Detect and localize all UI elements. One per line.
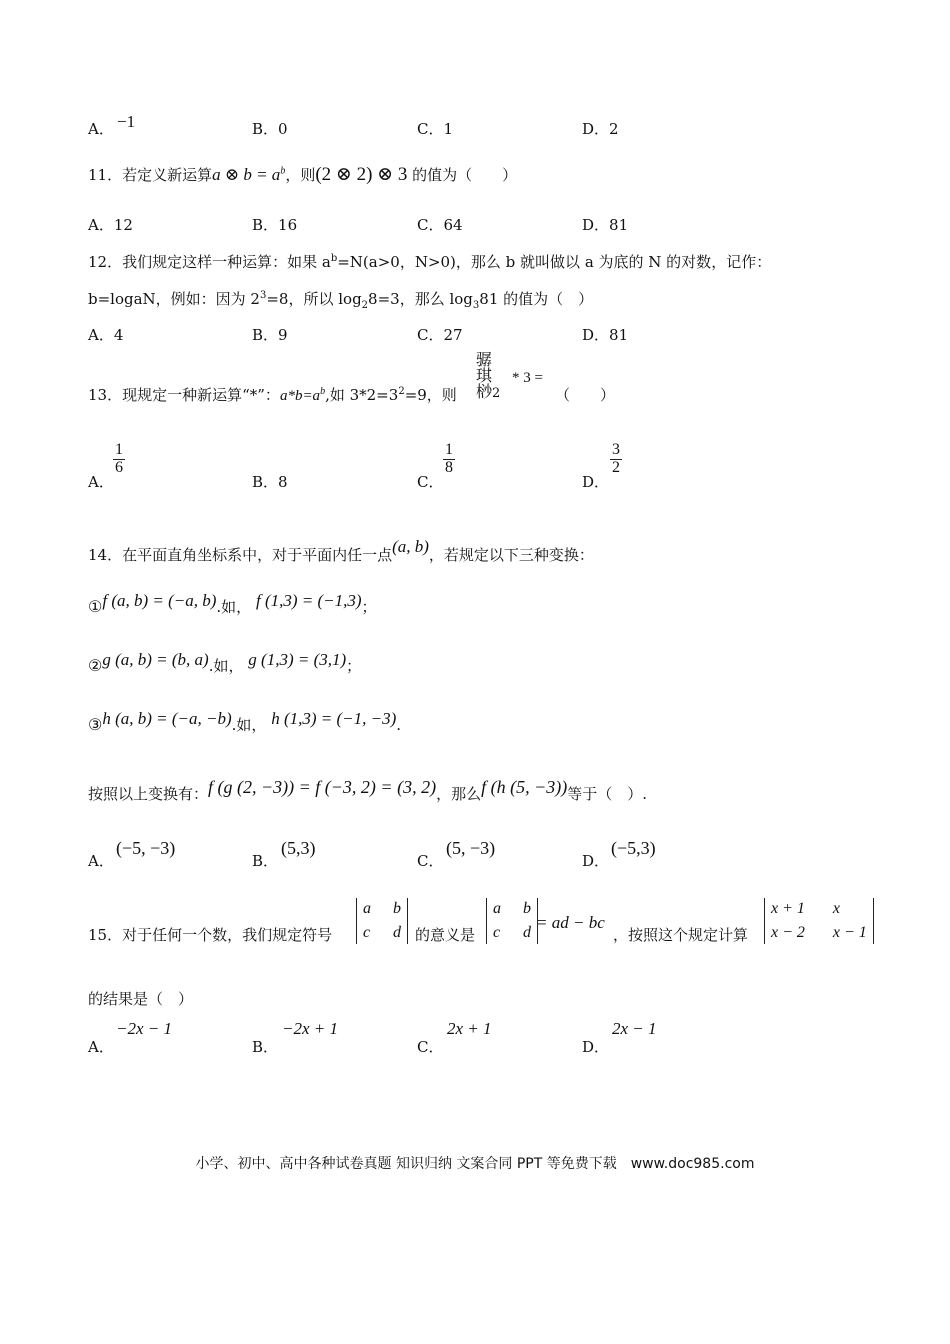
q13-option-c-letter: C． [417,473,444,491]
q14-option-b-value: (5,3) [281,838,316,858]
q15-option-a-letter: A． [88,1038,114,1056]
q14-option-a-value: (−5, −3) [116,838,176,858]
q11-stem-mid: ，则 [285,166,316,184]
q15-stem-text-c: ，按照这个规定计算 [613,926,749,944]
q15-formula: = ad − bc [536,913,605,932]
q11-option-c: C．64 [417,216,463,234]
q15-stem-text-a: 15．对于任何一个数，我们规定符号 [88,926,333,944]
q14-stem: 14．在平面直角坐标系中，对于平面内任一点(a, b)，若规定以下三种变换： [88,537,594,564]
q14-option-d-value: (−5,3) [611,838,656,858]
q12-option-c: C．27 [417,326,463,344]
q15-option-d-value: 2x − 1 [612,1019,657,1038]
q13-option-c-fraction: $\frac{1}{8}$ [445,441,453,476]
q11-definition: a ⊗ $b = a^b$ [212,165,286,184]
q11-stem [88,163,517,186]
q14-rule-3: ③h (a, b) = (−a, −b).如， h (1,3) = (−1, −3). [88,709,402,734]
q12-line2: b=logaN，例如：因为 $2^3=8$，所以 $\log_28=3$，那么 $\log_381$ 的值为（ ） [88,290,594,311]
q15-option-c-letter: C． [417,1038,444,1056]
q12-line1: 12．我们规定这样一种运算：如果 $a^b=N(a>0$，N>0)，那么 b 就叫做以 a 为底的 N 的对数，记作： [88,253,772,271]
q14-rule-2: ②g (a, b) = (b, a).如， g (1,3) = (3,1)； [88,650,362,675]
q11-stem-text: 11．若定义新运算 [88,166,213,184]
q11-option-d: D．81 [582,216,629,234]
q14-option-c-letter: C． [417,852,444,870]
q13-option-a-fraction: $\frac{1}{6}$ [115,441,123,476]
q14-option-d-letter: D． [582,852,610,870]
q15-stem-line2: 的结果是（ ） [88,990,194,1008]
q10-option-c: C．1 [417,120,454,138]
page-footer: 小学、初中、高中各种试卷真题 知识归纳 文案合同 PPT 等免费下载 www.doc985.com [195,1156,755,1172]
q15-option-d-letter: D． [582,1038,610,1056]
q12-option-a: A．4 [88,326,124,344]
q15-stem-text-b: 的意义是 [415,926,476,944]
q14-rule-1: ①f (a, b) = (−a, b).如， f (1,3) = (−1,3)； [88,591,377,616]
q11-option-a: A．12 [88,216,133,234]
q13-option-b: B．8 [252,473,288,491]
q12-option-d: D．81 [582,326,629,344]
q11-stem-post: 的值为（ ） [412,166,518,184]
q13-option-a-letter: A． [88,473,114,491]
q12-option-b: B．9 [252,326,288,344]
q11-expression: (2 ⊗ 2) ⊗ 3 [315,164,408,185]
q14-option-c-value: (5, −3) [446,838,496,858]
q15-determinant-compute: x + 1 x x − 2 x − 1 [764,898,874,944]
q15-option-b-letter: B． [252,1038,279,1056]
q15-option-a-value: −2x − 1 [116,1019,172,1038]
q13-tail: * 3 = [512,370,543,386]
q15-option-c-value: 2x + 1 [447,1019,492,1038]
q14-option-b-letter: B． [252,852,279,870]
q13-garbled-fraction: 骣琪桫2 [476,350,501,401]
q14-option-a-letter: A． [88,852,114,870]
q15-determinant-definition: a b c d [486,898,538,944]
q10-option-a-value: −1 [117,112,136,131]
q10-option-a: A． [88,120,114,138]
q13-option-d-fraction: $\frac{3}{2}$ [612,441,620,476]
q15-option-b-value: −2x + 1 [282,1019,338,1038]
q11-option-b: B．16 [252,216,298,234]
q13-option-d-letter: D． [582,473,610,491]
q15-determinant-symbol: a b c d [356,898,408,944]
q14-question: 按照以上变换有：f (g (2, −3)) = f (−3, 2) = (3, 2)，那么f (h (5, −3))等于（ ）. [88,777,647,803]
q13-stem: 13．现规定一种新运算“*”：$a*b=a^b$,如 $3*2=3^2=9$，则 [88,386,457,404]
q10-option-d: D．2 [582,120,619,138]
q10-option-b: B．0 [252,120,288,138]
q14-point: (a, b) [392,537,429,556]
q13-blank: （ ） [555,386,616,404]
